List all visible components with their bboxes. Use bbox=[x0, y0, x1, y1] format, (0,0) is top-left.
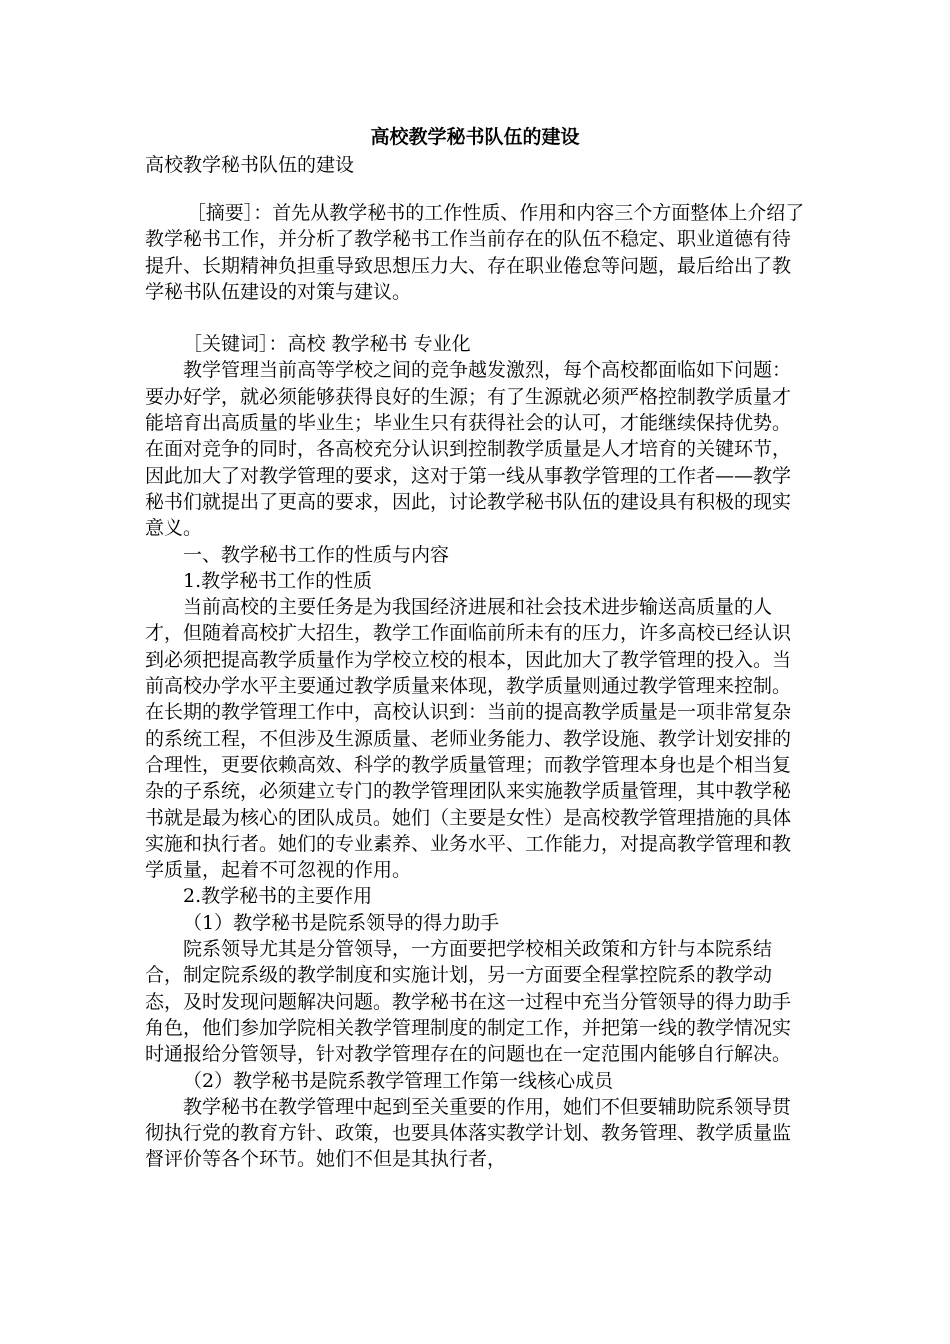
point-2-paragraph: 教学秘书在教学管理中起到至关重要的作用，她们不但要辅助院系领导贯彻执行党的教育方针、政策，也要具体落实教学计划、教务管理、教学质量监督评价等各个环节。她们不但是其执行者， bbox=[145, 1095, 792, 1171]
subsection-2-heading: 2.教学秘书的主要作用 bbox=[183, 885, 373, 908]
point-1-heading: （1）教学秘书是院系领导的得力助手 bbox=[183, 911, 500, 934]
section-1-heading: 一、教学秘书工作的性质与内容 bbox=[183, 543, 450, 566]
point-1-paragraph: 院系领导尤其是分管领导，一方面要把学校相关政策和方针与本院系结合，制定院系级的教学制度和实施计划，另一方面要全程掌控院系的教学动态，及时发现问题解决问题。教学秘书在这一过程中充当分管领导的得力助手角色，他们参加学院相关教学管理制度的制定工作，并把第一线的教学情况实时通报给分管领导，针对教学管理存在的问题也在一定范围内能够自行解决。 bbox=[145, 938, 792, 1066]
subsection-1-heading: 1.教学秘书工作的性质 bbox=[183, 569, 373, 592]
point-2-heading: （2）教学秘书是院系教学管理工作第一线核心成员 bbox=[183, 1069, 614, 1092]
document-title: 高校教学秘书队伍的建设 bbox=[370, 126, 580, 148]
subsection-1-paragraph: 当前高校的主要任务是为我国经济进展和社会技术进步输送高质量的人才，但随着高校扩大招生，教学工作面临前所未有的压力，许多高校已经认识到必须把提高教学质量作为学校立校的根本，因此加大了教学管理的投入。当前高校办学水平主要通过教学质量来体现，教学质量则通过教学管理来控制。在长期的教学管理工作中，高校认识到：当前的提高教学质量是一项非常复杂的系统工程，不但涉及生源质量、老师业务能力、教学设施、教学计划安排的合理性，更要依赖高效、科学的教学质量管理；而教学管理本身也是个相当复杂的子系统，必须建立专门的教学管理团队来实施教学质量管理，其中教学秘书就是最为核心的团队成员。她们（主要是女性）是高校教学管理措施的具体实施和执行者。她们的专业素养、业务水平、工作能力，对提高教学管理和教学质量，起着不可忽视的作用。 bbox=[145, 596, 792, 882]
document-subtitle: 高校教学秘书队伍的建设 bbox=[145, 154, 355, 176]
intro-paragraph: 教学管理当前高等学校之间的竞争越发激烈，每个高校都面临如下问题：要办好学，就必须能够获得良好的生源；有了生源就必须严格控制教学质量才能培育出高质量的毕业生；毕业生只有获得社会的认可，才能继续保持优势。在面对竞争的同时，各高校充分认识到控制教学质量是人才培育的关键环节，因此加大了对教学管理的要求，这对于第一线从事教学管理的工作者——教学秘书们就提出了更高的要求，因此，讨论教学秘书队伍的建设具有积极的现实意义。 bbox=[145, 359, 792, 540]
document-body bbox=[145, 200, 805, 1173]
abstract-paragraph: ［摘要］：首先从教学秘书的工作性质、作用和内容三个方面整体上介绍了教学秘书工作，并分析了教学秘书工作当前存在的队伍不稳定、职业道德有待提升、长期精神负担重导致思想压力大、存在职业倦怠等问题，最后给出了教学秘书队伍建设的对策与建议。 bbox=[145, 202, 805, 303]
keywords-line: ［关键词］：高校 教学秘书 专业化 bbox=[183, 333, 471, 356]
